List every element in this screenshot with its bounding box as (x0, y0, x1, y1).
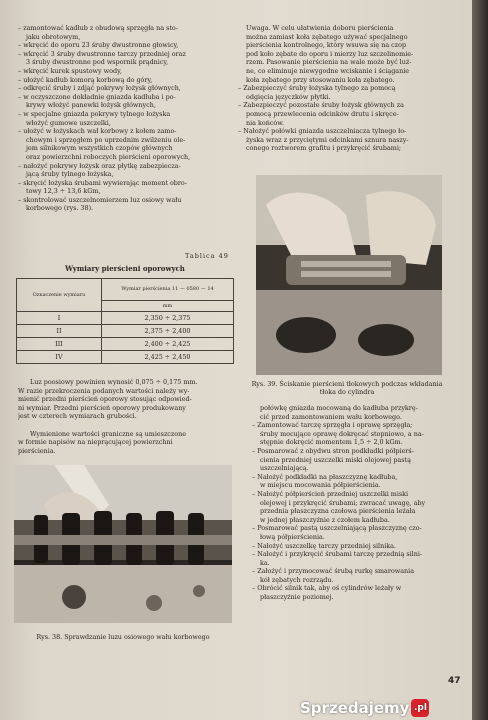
text-line: przednia płaszczyzna czołowa pierścienia leżała (260, 507, 416, 516)
table-col2-header: Wymiar pierścienia 11 — 0580 — 14 (102, 279, 234, 301)
row-label: III (17, 338, 102, 351)
text-line: koła zębatego przy stosowaniu koła zębatego. (246, 75, 395, 84)
text-line: – Założyć i przymocować śrubą rurkę smarowania (252, 567, 462, 576)
text-line: w jednej płaszczyźnie z czołem kadłuba. (260, 515, 390, 524)
table-row (17, 338, 234, 351)
text-line: – Nałożyć połówki gniazda uszczelniacza tylnego ło- (238, 127, 460, 136)
paragraph-line: mienić przedni pierścień oporowy stosując odpowied- (18, 395, 192, 404)
table-row (17, 351, 234, 364)
paragraph-line: w formie napisów na nieprącującej powierzchni (18, 438, 173, 447)
text-line: conego roztworem grafitu i przykręcić śrubami; (246, 144, 402, 153)
text-line: – zamontować kadłub z obudową sprzęgła na sto- (18, 24, 228, 33)
paragraph-line: jest w czterech wymiarach grubości. (18, 412, 137, 421)
page-number: 47 (448, 676, 461, 686)
text-line: chowym i sprzęgłem po uprzednim zwilżeniu ole- (26, 135, 186, 144)
paragraph-line: Luz poosiowy powinien wynosić 0,075 ÷ 0,175 mm. (30, 378, 198, 386)
right-instructions-bottom (252, 404, 462, 602)
row-label: I (17, 312, 102, 325)
text-line: nia końców. (246, 118, 285, 127)
text-line: jącą śruby tylnego łożyska, (26, 170, 114, 179)
text-line: Uwaga. W celu ułatwienia doboru pierścienia (246, 24, 394, 32)
text-line: krywy włożyć panewki łożysk głównych, (26, 101, 156, 110)
text-line: – Nałożyć uszczelkę tarczy przedniej silnika. (252, 542, 462, 551)
paragraph-line: Wymienione wartości graniczne są umieszczone (30, 429, 186, 438)
text-line: – Posmarować z obydwu stron podkładki półpierś- (252, 447, 462, 456)
text-line: – Zabezpieczyć śruby łożyska tylnego za pomocą (238, 84, 460, 93)
text-line: – wkręcić kurek spustowy wody, (18, 67, 228, 76)
text-line: włożyć gumowe uszczelki, (26, 118, 111, 127)
text-line: ka. (260, 558, 270, 567)
text-line: – w oczyszczone dokładnie gniazda kadłuba i po- (18, 93, 228, 102)
page-edge-shadow (472, 0, 488, 720)
left-instructions (18, 24, 228, 213)
watermark-badge: .pl (411, 699, 429, 717)
text-line: stępnie dokręcić momentem 1,5 ÷ 2,0 kGm. (260, 438, 403, 447)
text-line: pierścienia kontrolnego, który wsuwa się na czop (246, 41, 407, 50)
text-line: towy 12,3 ÷ 13,6 kGm, (26, 187, 101, 196)
figure-39-caption-line1: Rys. 39. Ściskanie pierścieni tłokowych podczas wkładania (251, 380, 443, 388)
text-line: cić przed zamontowaniem wału korbowego. (260, 412, 402, 421)
text-line: rzem. Pasowanie pierścienia na wale może być luź- (246, 58, 412, 67)
text-line: jem silnikowym wszystkich czopów głównych (26, 144, 173, 153)
paragraph-line (18, 421, 236, 430)
text-line: śruby mocujące oprawę dokręcać stopniowo, a na- (260, 429, 424, 438)
text-line: łową półpierścienia. (260, 532, 325, 541)
text-line: – Posmarować pastą uszczelniającą płaszczyznę czo- (252, 524, 462, 533)
row-value: 2,400 ÷ 2,425 (102, 338, 234, 351)
text-line: – Zabezpieczyć pozostałe śruby łożysk głównych za (238, 101, 460, 110)
row-value: 2,350 ÷ 2,375 (102, 312, 234, 325)
text-line: 3 śruby dwustronne pod wspornik prądnicy, (26, 58, 169, 67)
text-line: – nałożyć pokrywy łożysk oraz płytkę zabezpiecza- (18, 162, 228, 171)
text-line: odgięcia języczków płytki. (246, 92, 331, 101)
text-line: – w specjalne gniazda pokrywy tylnego łożyska (18, 110, 228, 119)
text-line: – wkręcić do oporu 23 śruby dwustronne głowicy, (18, 41, 228, 50)
table-col1-header: Oznaczenie wymiaru (17, 279, 102, 312)
text-line: w miejscu mocowania półpierścienia. (260, 481, 381, 490)
piston-rings-photo (256, 175, 442, 375)
text-line: – Obrócić silnik tak, aby oś cylindrów leżały w (252, 584, 462, 593)
figure-39-caption (234, 380, 460, 396)
table-unit: mm (102, 300, 234, 311)
table-row (17, 325, 234, 338)
text-line: oraz powierzchni roboczych pierścieni oporowych, (26, 152, 191, 161)
paragraph-line: ni wymiar. Przedni pierścień oporowy produkowany (18, 403, 186, 412)
text-line: – wkręcić 3 śruby dwustronne tarczy przedniej oraz (18, 50, 228, 59)
text-line: uszczelniającą. (260, 464, 309, 473)
thrust-ring-table (16, 278, 234, 364)
crankshaft-photo (14, 465, 232, 623)
text-line: – skręcić łożyska śrubami wywierając moment obro- (18, 179, 228, 188)
text-line: jaku obrotowym, (26, 32, 81, 41)
row-label: IV (17, 351, 102, 364)
figure-39-caption-line2: tłoka do cylindra (319, 388, 375, 396)
text-line: połówkę gniazda mocowaną do kadłuba przykrę- (260, 404, 418, 412)
table-number: Tablica 49 (185, 252, 229, 260)
text-line: olejowej i przykręcić śrubami; zwracać uwagę, aby (260, 498, 426, 507)
text-line: ne, co eliminuje niewygodne wciskanie i ściąganie (246, 66, 410, 75)
row-value: 2,375 ÷ 2,400 (102, 325, 234, 338)
text-line: żyska wraz z przyciętymi odcinkami sznura naszy- (246, 135, 409, 144)
text-line: – odkręcić śruby i zdjąć pokrywy łożysk głównych, (18, 84, 228, 93)
text-line: płaszczyźnie poziomej. (260, 593, 334, 602)
text-line: pomocą przewlecenia odcinków drutu i skręce- (246, 109, 399, 118)
text-line: można zamiast koła zębatego używać specjalnego (246, 32, 408, 41)
text-line: – Nałożyć półpierścień przedniej uszczelki miski (252, 490, 462, 499)
paragraph-line: W razie przekroczenia podanych wartości należy wy- (18, 386, 190, 395)
text-line: kół zębatych rozrządu. (260, 575, 334, 584)
table-title: Wymiary pierścieni oporowych (65, 264, 185, 273)
paragraph-line: pierścienia. (18, 446, 56, 455)
right-instructions-top (238, 24, 460, 153)
left-paragraph (18, 378, 236, 455)
text-line: – Nałożyć podkładki na płaszczyznę kadłuba, (252, 473, 462, 482)
text-line: – Nałożyć i przykręcić śrubami tarczę przednią silni- (252, 550, 462, 559)
watermark-text: Sprzedajemy (300, 699, 410, 717)
text-line: – Zamontować tarczę sprzęgła i oprawę sprzęgła; (252, 421, 462, 430)
row-label: II (17, 325, 102, 338)
figure-38-caption: Rys. 38. Sprawdzanie luzu osiowego wału korbowego (36, 633, 210, 641)
text-line: – ułożyć kadłub komorą korbową do góry, (18, 76, 228, 85)
text-line: korbowego (rys. 38). (26, 204, 94, 213)
table-row (17, 312, 234, 325)
text-line: – ułożyć w łożyskach wał korbowy z kołem zamo- (18, 127, 228, 136)
watermark-logo (300, 699, 429, 717)
text-line: pod koło zębate do oporu i mierzy luz szczelinomie- (246, 49, 414, 58)
text-line: cienia przedniej uszczelki miski olejowej pastą (260, 455, 411, 464)
row-value: 2,425 ÷ 2,450 (102, 351, 234, 364)
text-line: – skontrolować uszczelnomierzem luz osiowy wału (18, 196, 228, 205)
